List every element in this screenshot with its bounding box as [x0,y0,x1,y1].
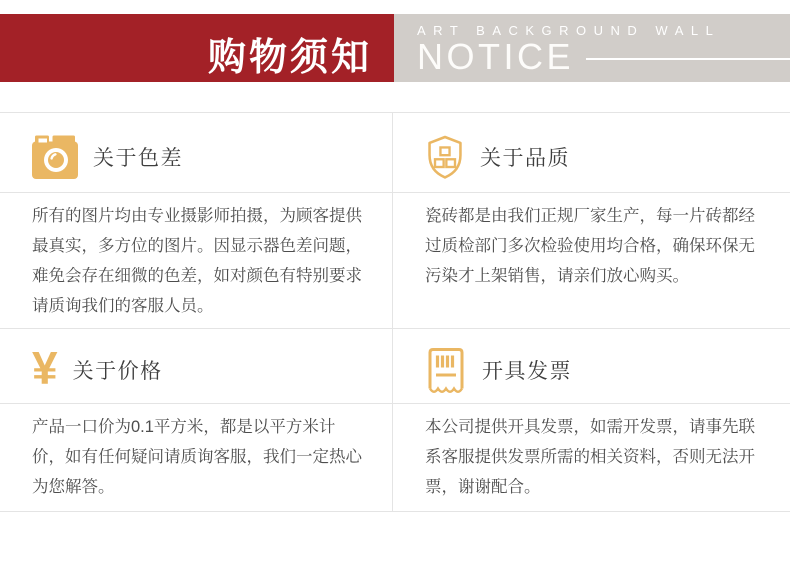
shield-icon [425,134,465,180]
page-title: 购物须知 [207,36,372,79]
section-paragraph: 所有的图片均由专业摄影师拍摄，为顾客提供最真实，多方位的图片。因显示器色差问题，难免会存在细微的色差，如对颜色有特别要求请质询我们的客服人员。 [32,207,362,315]
section-text-price [0,404,393,512]
notice-grid [0,112,790,512]
section-text-invoice [393,404,790,512]
section-paragraph: 产品一口价为0.1平方米，都是以平方米计价，如有任何疑问请质询客服，我们一定热心为您解答。 [32,418,362,496]
section-header-quality [393,113,790,193]
camera-icon [32,135,78,179]
page-banner [0,14,790,82]
banner-title-block [0,14,394,82]
banner-tagline: ART BACKGROUND WALL [417,23,721,38]
decorative-line [586,58,790,60]
section-title: 关于色差 [93,146,183,170]
section-header-invoice [393,329,790,404]
yen-symbol: ¥ [32,342,58,394]
banner-notice-text: NOTICE [417,36,575,77]
yen-icon [32,342,58,394]
banner-notice-row [417,36,790,77]
section-paragraph: 瓷砖都是由我们正规厂家生产，每一片砖都经过质检部门多次检验使用均合格，确保环保无污染才上架销售，请亲们放心购买。 [425,207,755,285]
section-paragraph: 本公司提供开具发票，如需开发票，请事先联系客服提供发票所需的相关资料，否则无法开票，谢谢配合。 [425,418,755,496]
section-title: 关于价格 [72,360,163,383]
banner-subtitle-block [394,14,790,82]
section-header-color-difference [0,113,393,193]
section-text-quality [393,193,790,329]
section-title: 关于品质 [480,146,570,170]
section-header-price [0,329,393,404]
section-title: 开具发票 [482,360,572,383]
receipt-icon [425,345,467,395]
section-text-color-difference [0,193,393,329]
